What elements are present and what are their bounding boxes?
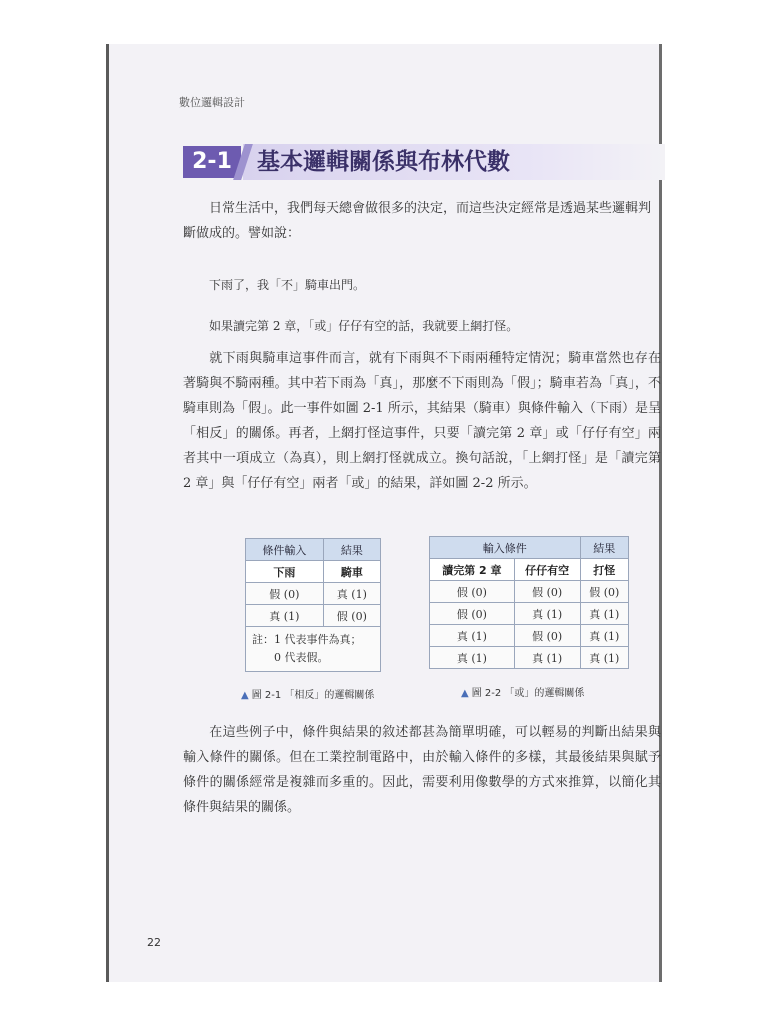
table-cell: 假 (0) <box>580 581 628 603</box>
paragraph-intro <box>183 196 661 246</box>
table-cell: 假 (0) <box>430 603 515 625</box>
example-quote-1: 下雨了，我「不」騎車出門。 <box>209 278 366 292</box>
table1-header-result: 結果 <box>323 539 380 561</box>
table-row <box>430 647 629 669</box>
table-cell: 假 (0) <box>514 625 580 647</box>
figure-caption-2-2: ▲ 圖 2-2 「或」的邏輯關係 <box>461 688 585 699</box>
table1-note-line2: 0 代表假。 <box>274 651 329 664</box>
table2-col-free: 仔仔有空 <box>514 559 580 581</box>
paragraph-explanation <box>183 346 661 496</box>
table-row <box>430 581 629 603</box>
table1-note-line1: 註：1 代表事件為真； <box>252 633 362 646</box>
table-row <box>246 605 381 627</box>
table-cell: 真 (1) <box>246 605 324 627</box>
table2-header-input: 輸入條件 <box>430 537 581 559</box>
paragraph-conclusion <box>183 720 661 820</box>
section-heading <box>183 144 665 182</box>
section-title: 基本邏輯關係與布林代數 <box>257 149 510 175</box>
figure-caption-2-1: ▲ 圖 2-1 「相反」的邏輯關係 <box>241 690 375 701</box>
paragraph-intro-line2: 斷做成的。譬如說： <box>183 226 301 241</box>
table-cell: 假 (0) <box>323 605 380 627</box>
table1-note <box>246 627 381 672</box>
section-number: 2-1 <box>183 146 241 178</box>
paragraph-explanation-text: 就下雨與騎車這事件而言，就有下雨與不下雨兩種特定情況；騎車當然也存在著騎與不騎兩種。其中若下雨為「真」，那麼不下雨則為「假」；騎車若為「真」，不騎車則為「假」。此一事件如圖 2-1 所示，其結果（騎車）與條件輸入（下雨）是呈「相反」的關係。再者，上網打怪這事件，只要「讀完第 2 章」或「仔仔有空」兩者其中一項成立（為真），則上網打怪就成立。換句話說，「上網打怪」是「讀完第 2 章」與「仔仔有空」兩者「或」的結果，詳如圖 2-2 所示。 <box>183 351 661 491</box>
caret-up-icon: ▲ <box>241 690 249 701</box>
table-cell: 假 (0) <box>514 581 580 603</box>
table-cell: 真 (1) <box>580 603 628 625</box>
table-row <box>430 603 629 625</box>
table2-col-fight: 打怪 <box>580 559 628 581</box>
truth-table-or <box>429 536 629 669</box>
table-row <box>430 625 629 647</box>
table-cell: 真 (1) <box>430 625 515 647</box>
table-cell: 真 (1) <box>430 647 515 669</box>
paragraph-intro-line1: 日常生活中，我們每天總會做很多的決定，而這些決定經常是透過某些邏輯判 <box>209 201 652 216</box>
running-header: 數位邏輯設計 <box>179 96 245 109</box>
table2-col-chapter: 讀完第 2 章 <box>430 559 515 581</box>
table-cell: 假 (0) <box>246 583 324 605</box>
example-quote-2: 如果讀完第 2 章，「或」仔仔有空的話，我就要上網打怪。 <box>209 319 519 333</box>
table-cell: 假 (0) <box>430 581 515 603</box>
page-number: 22 <box>147 936 161 949</box>
table-cell: 真 (1) <box>323 583 380 605</box>
table1-header-input: 條件輸入 <box>246 539 324 561</box>
book-page <box>106 44 662 982</box>
table-cell: 真 (1) <box>514 647 580 669</box>
table2-header-result: 結果 <box>580 537 628 559</box>
caret-up-icon: ▲ <box>461 688 469 699</box>
table-cell: 真 (1) <box>514 603 580 625</box>
table-note-row <box>246 627 381 672</box>
table1-col-ride: 騎車 <box>323 561 380 583</box>
paragraph-conclusion-text: 在這些例子中，條件與結果的敘述都甚為簡單明確，可以輕易的判斷出結果與輸入條件的關係。但在工業控制電路中，由於輸入條件的多樣，其最後結果與賦予條件的關係經常是複雜而多重的。因此，需要利用像數學的方式來推算，以簡化其條件與結果的關係。 <box>183 725 661 815</box>
table-cell: 真 (1) <box>580 625 628 647</box>
truth-table-not <box>245 538 381 672</box>
table-cell: 真 (1) <box>580 647 628 669</box>
table1-col-rain: 下雨 <box>246 561 324 583</box>
table-row <box>246 583 381 605</box>
